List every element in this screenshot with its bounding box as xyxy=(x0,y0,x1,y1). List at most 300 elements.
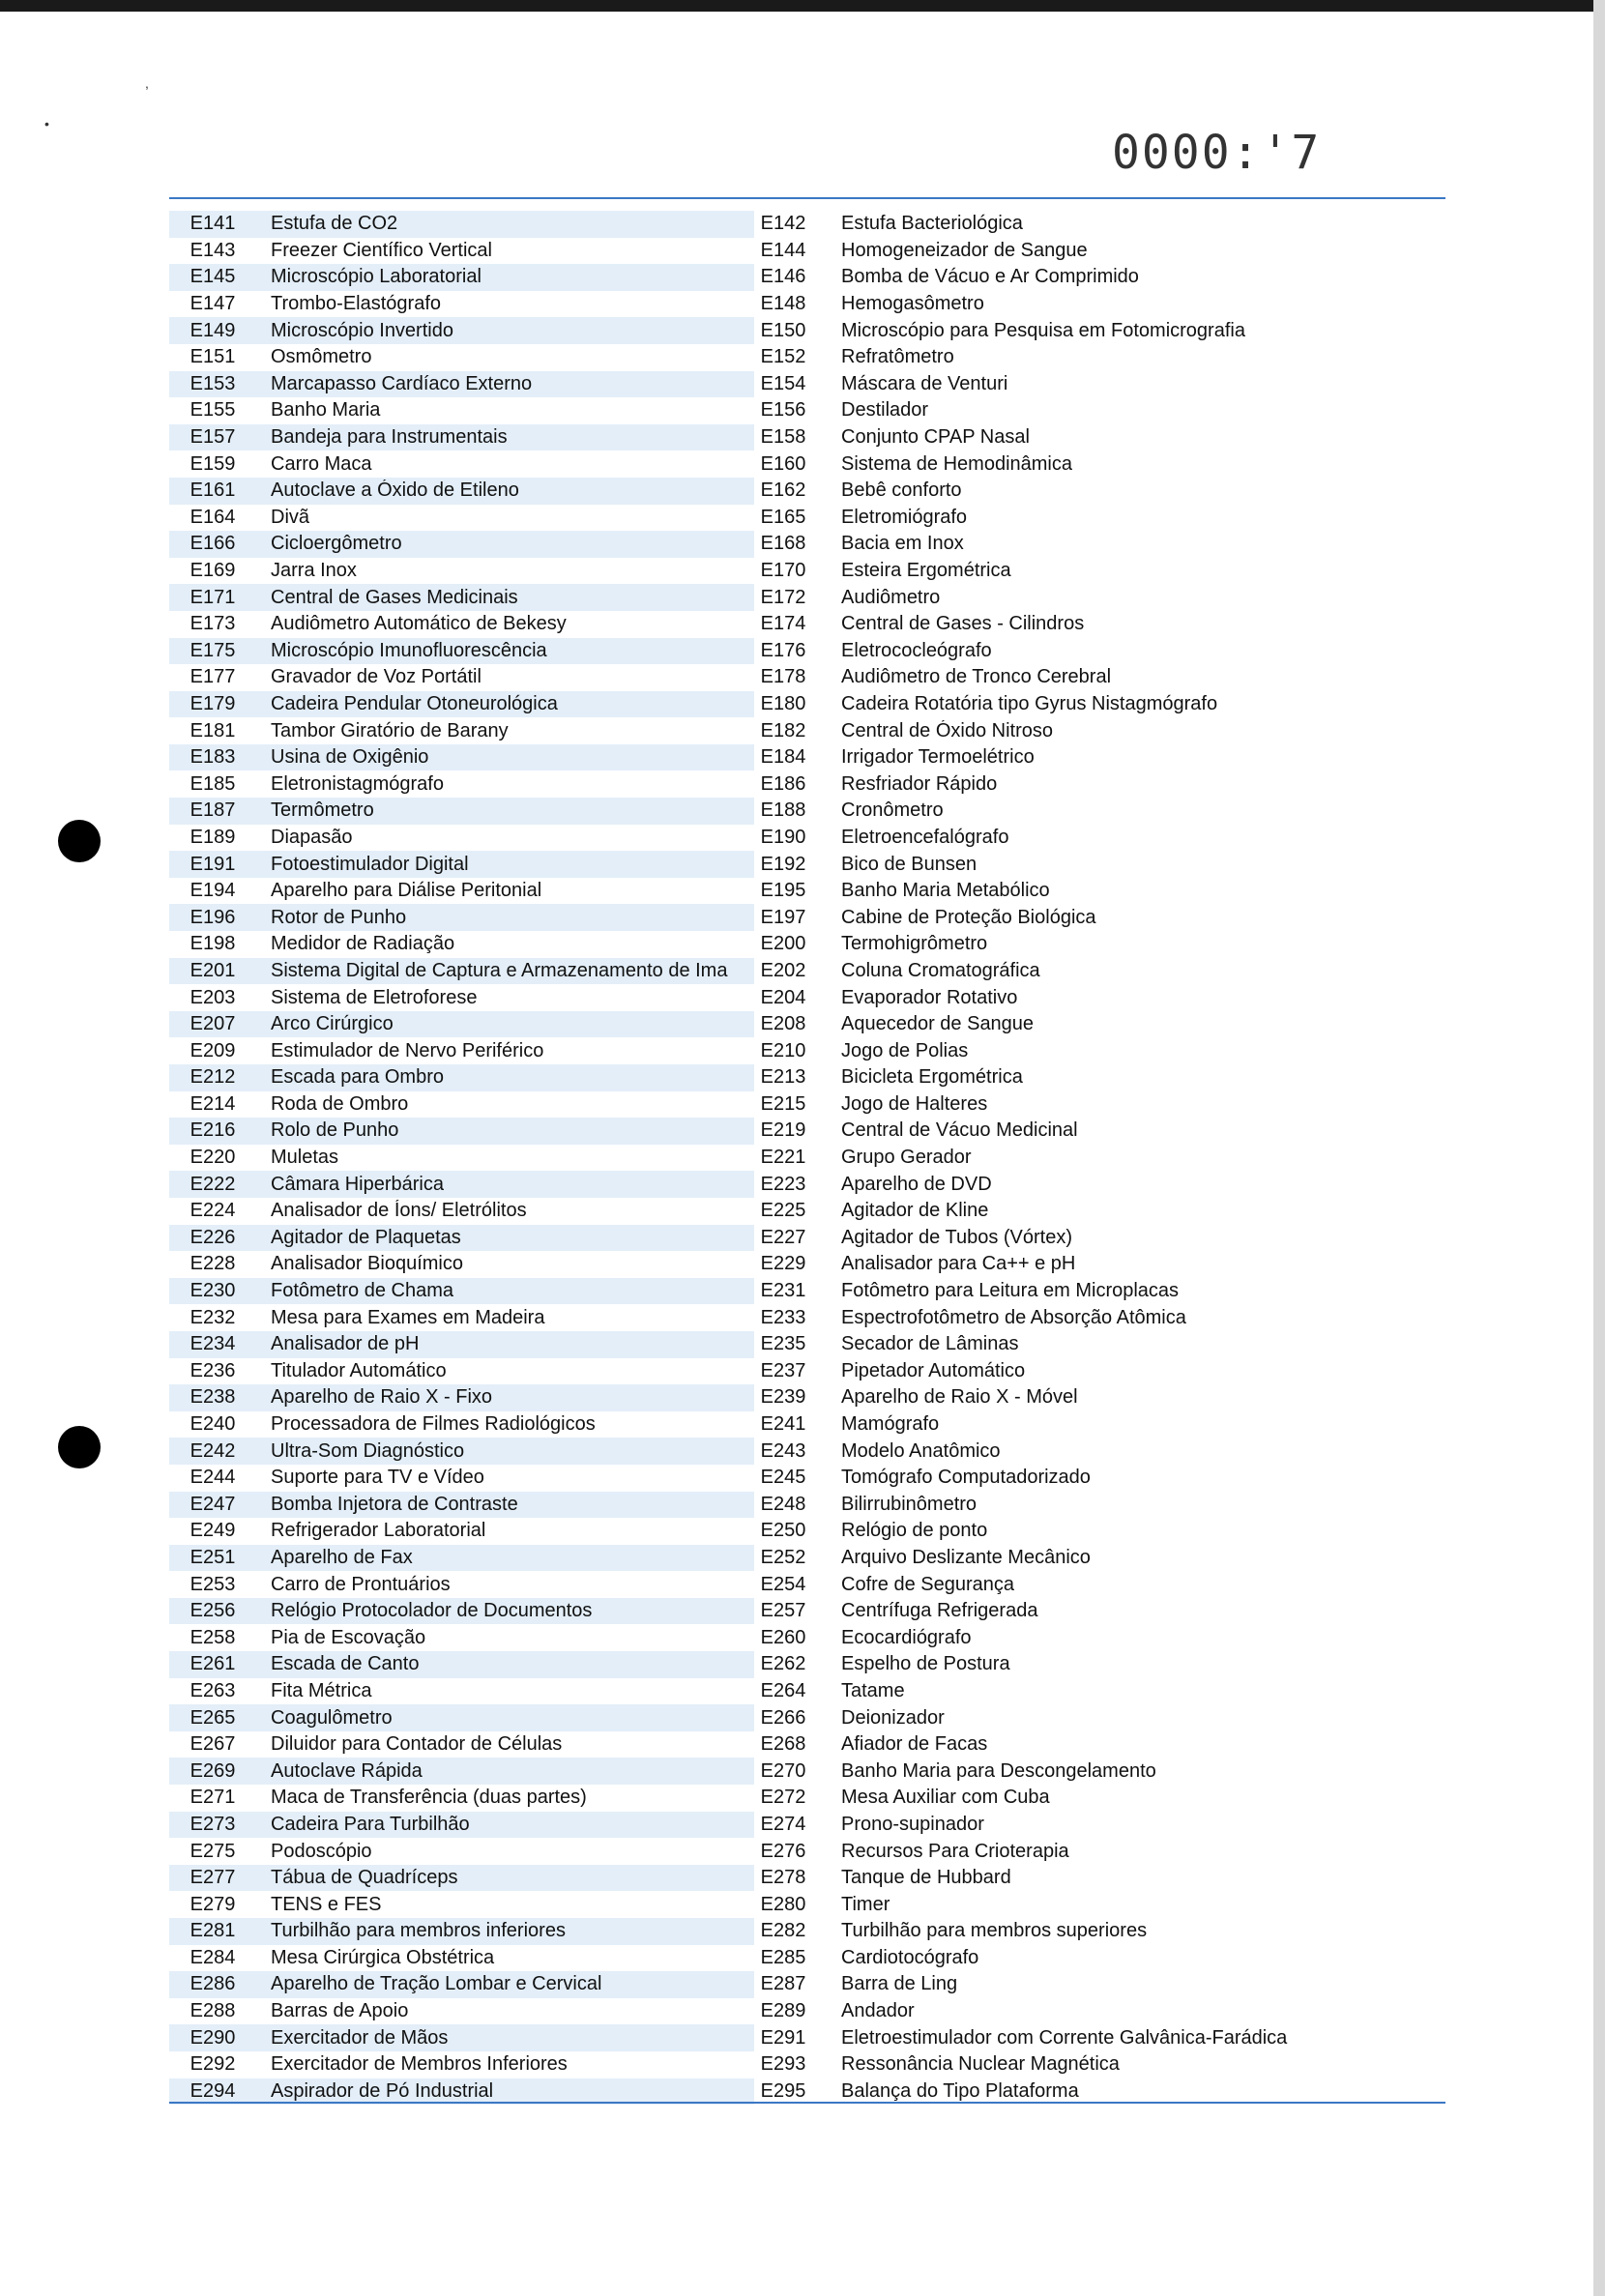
item-code: E207 xyxy=(190,1013,236,1035)
item-code: E234 xyxy=(190,1333,236,1355)
item-code: E191 xyxy=(190,853,236,875)
item-code: E261 xyxy=(190,1653,236,1675)
item-code: E274 xyxy=(760,1813,806,1835)
item-code: E250 xyxy=(760,1520,806,1542)
item-name: Aparelho de Raio X - Móvel xyxy=(841,1386,1078,1409)
item-name: Fotômetro para Leitura em Microplacas xyxy=(841,1280,1180,1302)
item-name: Microscópio Invertido xyxy=(271,319,453,341)
item-code: E247 xyxy=(190,1493,236,1515)
item-name: Analisador de pH xyxy=(271,1333,420,1355)
list-item xyxy=(169,717,754,744)
list-item xyxy=(754,450,1445,478)
item-name: Bico de Bunsen xyxy=(841,853,978,875)
item-name: Sistema de Eletroforese xyxy=(271,986,478,1008)
item-code: E161 xyxy=(190,480,236,502)
item-name: Exercitador de Mãos xyxy=(271,2026,449,2049)
item-name: Eletronistagmógrafo xyxy=(271,772,444,795)
item-code: E230 xyxy=(190,1280,236,1302)
item-name: TENS e FES xyxy=(271,1893,382,1915)
item-name: Evaporador Rotativo xyxy=(841,986,1018,1008)
item-name: Barras de Apoio xyxy=(271,2000,409,2022)
list-item xyxy=(754,1251,1445,1278)
item-code: E245 xyxy=(760,1467,806,1489)
list-item xyxy=(754,238,1445,265)
list-item xyxy=(754,505,1445,532)
list-item xyxy=(754,1918,1445,1945)
item-code: E172 xyxy=(760,586,806,608)
item-code: E164 xyxy=(190,506,236,528)
list-item xyxy=(754,1545,1445,1572)
item-code: E295 xyxy=(760,2079,806,2102)
item-name: Eletrococleógrafo xyxy=(841,639,992,661)
list-item xyxy=(169,1438,754,1465)
list-item xyxy=(169,1998,754,2025)
list-item xyxy=(169,851,754,878)
list-item xyxy=(169,317,754,344)
list-item xyxy=(169,1918,754,1945)
item-name: Deionizador xyxy=(841,1706,945,1729)
item-name: Cofre de Segurança xyxy=(841,1573,1015,1595)
item-name: Termômetro xyxy=(271,799,374,822)
item-code: E282 xyxy=(760,1920,806,1942)
item-code: E243 xyxy=(760,1439,806,1462)
item-code: E270 xyxy=(760,1759,806,1782)
list-item xyxy=(169,770,754,798)
item-name: Barra de Ling xyxy=(841,1973,958,1995)
list-item xyxy=(754,1438,1445,1465)
item-name: Gravador de Voz Portátil xyxy=(271,666,482,688)
list-item xyxy=(754,691,1445,718)
item-code: E263 xyxy=(190,1679,236,1701)
item-name: Microscópio para Pesquisa em Fotomicrografia xyxy=(841,319,1245,341)
item-code: E203 xyxy=(190,986,236,1008)
item-name: Cadeira Rotatória tipo Gyrus Nistagmógrafo xyxy=(841,692,1218,714)
punch-hole-top xyxy=(58,820,101,862)
item-code: E254 xyxy=(760,1573,806,1595)
item-code: E196 xyxy=(190,906,236,928)
list-item xyxy=(169,1704,754,1731)
item-name: Aparelho para Diálise Peritonial xyxy=(271,880,542,902)
item-name: Arquivo Deslizante Mecânico xyxy=(841,1546,1091,1568)
item-name: Bebê conforto xyxy=(841,480,962,502)
item-code: E286 xyxy=(190,1973,236,1995)
item-name: Modelo Anatômico xyxy=(841,1439,1001,1462)
item-name: Cardiotocógrafo xyxy=(841,1946,979,1968)
item-code: E142 xyxy=(760,213,806,235)
list-item xyxy=(754,397,1445,424)
list-item xyxy=(169,1678,754,1705)
item-code: E213 xyxy=(760,1066,806,1089)
item-name: Tambor Giratório de Barany xyxy=(271,719,509,741)
item-code: E209 xyxy=(190,1039,236,1061)
list-item xyxy=(754,1998,1445,2025)
list-item xyxy=(169,450,754,478)
item-code: E276 xyxy=(760,1840,806,1862)
item-name: Tomógrafo Computadorizado xyxy=(841,1467,1091,1489)
list-item xyxy=(169,798,754,825)
item-code: E233 xyxy=(760,1306,806,1328)
item-code: E177 xyxy=(190,666,236,688)
item-name: Maca de Transferência (duas partes) xyxy=(271,1787,587,1809)
item-code: E179 xyxy=(190,692,236,714)
list-item xyxy=(169,1492,754,1519)
item-name: Carro de Prontuários xyxy=(271,1573,451,1595)
list-item xyxy=(169,1384,754,1411)
item-code: E192 xyxy=(760,853,806,875)
list-item xyxy=(754,1118,1445,1145)
item-code: E171 xyxy=(190,586,236,608)
item-code: E153 xyxy=(190,372,236,394)
item-code: E260 xyxy=(760,1626,806,1648)
item-code: E215 xyxy=(760,1092,806,1115)
item-name: Banho Maria Metabólico xyxy=(841,880,1050,902)
item-code: E241 xyxy=(760,1413,806,1436)
item-code: E289 xyxy=(760,2000,806,2022)
item-name: Podoscópio xyxy=(271,1840,372,1862)
item-code: E231 xyxy=(760,1280,806,1302)
item-code: E293 xyxy=(760,2053,806,2076)
item-name: Pipetador Automático xyxy=(841,1359,1026,1381)
item-code: E264 xyxy=(760,1679,806,1701)
item-name: Estufa de CO2 xyxy=(271,213,398,235)
item-name: Mesa Cirúrgica Obstétrica xyxy=(271,1946,495,1968)
item-code: E214 xyxy=(190,1092,236,1115)
item-code: E165 xyxy=(760,506,806,528)
item-name: Bomba de Vácuo e Ar Comprimido xyxy=(841,266,1139,288)
list-item xyxy=(754,1838,1445,1865)
item-name: Suporte para TV e Vídeo xyxy=(271,1467,484,1489)
item-code: E200 xyxy=(760,933,806,955)
list-item xyxy=(169,478,754,505)
item-name: Trombo-Elastógrafo xyxy=(271,293,441,315)
item-name: Coagulômetro xyxy=(271,1706,393,1729)
item-name: Eletroencefalógrafo xyxy=(841,826,1009,848)
list-item xyxy=(169,1037,754,1064)
list-item xyxy=(754,1945,1445,1972)
item-code: E195 xyxy=(760,880,806,902)
list-item xyxy=(169,931,754,958)
item-name: Andador xyxy=(841,2000,915,2022)
item-code: E180 xyxy=(760,692,806,714)
item-name: Cadeira Pendular Otoneurológica xyxy=(271,692,558,714)
item-code: E159 xyxy=(190,452,236,475)
list-item xyxy=(169,984,754,1011)
item-code: E144 xyxy=(760,239,806,261)
list-item xyxy=(754,211,1445,238)
item-code: E204 xyxy=(760,986,806,1008)
list-item xyxy=(754,770,1445,798)
list-item xyxy=(169,558,754,585)
list-item xyxy=(754,584,1445,611)
list-item xyxy=(754,1091,1445,1119)
item-name: Turbilhão para membros inferiores xyxy=(271,1920,566,1942)
item-name: Fotoestimulador Digital xyxy=(271,853,469,875)
item-code: E162 xyxy=(760,480,806,502)
list-item xyxy=(754,851,1445,878)
item-name: Fotômetro de Chama xyxy=(271,1280,453,1302)
item-name: Esteira Ergométrica xyxy=(841,560,1011,582)
item-code: E223 xyxy=(760,1173,806,1195)
item-name: Centrífuga Refrigerada xyxy=(841,1600,1038,1622)
equipment-list-right xyxy=(754,211,1445,2105)
item-name: Cadeira Para Turbilhão xyxy=(271,1813,470,1835)
list-item xyxy=(169,691,754,718)
item-name: Resfriador Rápido xyxy=(841,772,998,795)
item-name: Tábua de Quadríceps xyxy=(271,1867,458,1889)
item-code: E224 xyxy=(190,1200,236,1222)
item-name: Conjunto CPAP Nasal xyxy=(841,426,1030,449)
list-item xyxy=(754,1198,1445,1225)
scan-top-edge xyxy=(0,0,1605,12)
list-item xyxy=(754,984,1445,1011)
list-item xyxy=(169,958,754,985)
item-name: Relógio Protocolador de Documentos xyxy=(271,1600,593,1622)
item-code: E244 xyxy=(190,1467,236,1489)
item-code: E155 xyxy=(190,399,236,421)
item-code: E271 xyxy=(190,1787,236,1809)
item-name: Titulador Automático xyxy=(271,1359,447,1381)
item-code: E145 xyxy=(190,266,236,288)
item-name: Agitador de Tubos (Vórtex) xyxy=(841,1226,1073,1248)
item-code: E194 xyxy=(190,880,236,902)
item-name: Microscópio Laboratorial xyxy=(271,266,482,288)
item-name: Audiômetro xyxy=(841,586,941,608)
list-item xyxy=(169,825,754,852)
item-code: E232 xyxy=(190,1306,236,1328)
list-item xyxy=(754,264,1445,291)
item-code: E202 xyxy=(760,959,806,981)
list-item xyxy=(754,1331,1445,1358)
list-item xyxy=(169,1812,754,1839)
list-item xyxy=(169,1865,754,1892)
item-code: E198 xyxy=(190,933,236,955)
punch-hole-bottom xyxy=(58,1426,101,1468)
item-name: Máscara de Venturi xyxy=(841,372,1008,394)
item-code: E147 xyxy=(190,293,236,315)
item-name: Refratômetro xyxy=(841,346,954,368)
list-item xyxy=(754,1304,1445,1331)
scan-speck: , xyxy=(145,75,149,91)
item-code: E235 xyxy=(760,1333,806,1355)
item-code: E256 xyxy=(190,1600,236,1622)
list-item xyxy=(169,611,754,638)
item-code: E248 xyxy=(760,1493,806,1515)
item-name: Estimulador de Nervo Periférico xyxy=(271,1039,544,1061)
item-code: E156 xyxy=(760,399,806,421)
item-code: E149 xyxy=(190,319,236,341)
table-bottom-rule xyxy=(169,2102,1445,2104)
item-name: Prono-supinador xyxy=(841,1813,984,1835)
list-item xyxy=(169,1971,754,1998)
item-code: E170 xyxy=(760,560,806,582)
list-item xyxy=(169,505,754,532)
item-code: E265 xyxy=(190,1706,236,1729)
item-name: Escada para Ombro xyxy=(271,1066,444,1089)
item-code: E221 xyxy=(760,1147,806,1169)
list-item xyxy=(754,717,1445,744)
item-name: Secador de Lâminas xyxy=(841,1333,1019,1355)
item-code: E181 xyxy=(190,719,236,741)
item-code: E249 xyxy=(190,1520,236,1542)
item-code: E281 xyxy=(190,1920,236,1942)
list-item xyxy=(169,1758,754,1785)
item-code: E143 xyxy=(190,239,236,261)
item-code: E280 xyxy=(760,1893,806,1915)
item-code: E240 xyxy=(190,1413,236,1436)
item-name: Afiador de Facas xyxy=(841,1733,988,1756)
list-item xyxy=(169,1598,754,1625)
item-name: Aparelho de DVD xyxy=(841,1173,992,1195)
scan-right-edge xyxy=(1593,0,1605,2296)
item-code: E154 xyxy=(760,372,806,394)
item-name: Estufa Bacteriológica xyxy=(841,213,1023,235)
item-code: E208 xyxy=(760,1013,806,1035)
item-code: E201 xyxy=(190,959,236,981)
item-name: Rolo de Punho xyxy=(271,1119,399,1142)
item-name: Grupo Gerador xyxy=(841,1147,972,1169)
item-name: Arco Cirúrgico xyxy=(271,1013,394,1035)
item-name: Central de Gases Medicinais xyxy=(271,586,518,608)
list-item xyxy=(169,531,754,558)
item-name: Analisador de Íons/ Eletrólitos xyxy=(271,1200,527,1222)
item-code: E182 xyxy=(760,719,806,741)
item-name: Aspirador de Pó Industrial xyxy=(271,2079,494,2102)
list-item xyxy=(169,878,754,905)
item-code: E146 xyxy=(760,266,806,288)
item-code: E227 xyxy=(760,1226,806,1248)
list-item xyxy=(169,1891,754,1918)
list-item xyxy=(169,264,754,291)
list-item xyxy=(169,1145,754,1172)
list-item xyxy=(754,1758,1445,1785)
item-code: E269 xyxy=(190,1759,236,1782)
list-item xyxy=(754,825,1445,852)
list-item xyxy=(754,958,1445,985)
list-item xyxy=(169,1945,754,1972)
list-item xyxy=(754,371,1445,398)
item-code: E212 xyxy=(190,1066,236,1089)
item-code: E292 xyxy=(190,2053,236,2076)
item-name: Ressonância Nuclear Magnética xyxy=(841,2053,1120,2076)
list-item xyxy=(754,1971,1445,1998)
item-name: Aquecedor de Sangue xyxy=(841,1013,1035,1035)
item-code: E277 xyxy=(190,1867,236,1889)
list-item xyxy=(754,1571,1445,1598)
item-name: Marcapasso Cardíaco Externo xyxy=(271,372,533,394)
list-item xyxy=(754,611,1445,638)
item-name: Destilador xyxy=(841,399,929,421)
item-code: E188 xyxy=(760,799,806,822)
item-name: Microscópio Imunofluorescência xyxy=(271,639,547,661)
list-item xyxy=(754,531,1445,558)
item-name: Agitador de Plaquetas xyxy=(271,1226,461,1248)
list-item xyxy=(754,317,1445,344)
list-item xyxy=(169,1118,754,1145)
list-item xyxy=(169,638,754,665)
item-code: E174 xyxy=(760,613,806,635)
list-item xyxy=(754,1225,1445,1252)
item-name: Tanque de Hubbard xyxy=(841,1867,1011,1889)
item-code: E169 xyxy=(190,560,236,582)
list-item xyxy=(754,1384,1445,1411)
item-name: Bomba Injetora de Contraste xyxy=(271,1493,518,1515)
list-item xyxy=(169,1624,754,1651)
item-name: Sistema Digital de Captura e Armazenamento de Ima xyxy=(271,959,728,981)
item-code: E239 xyxy=(760,1386,806,1409)
item-code: E151 xyxy=(190,346,236,368)
item-code: E226 xyxy=(190,1226,236,1248)
item-code: E268 xyxy=(760,1733,806,1756)
item-name: Jogo de Halteres xyxy=(841,1092,988,1115)
item-name: Medidor de Radiação xyxy=(271,933,455,955)
list-item xyxy=(169,904,754,931)
item-code: E266 xyxy=(760,1706,806,1729)
list-item xyxy=(754,344,1445,371)
item-code: E294 xyxy=(190,2079,236,2102)
list-item xyxy=(754,1731,1445,1758)
item-code: E160 xyxy=(760,452,806,475)
item-name: Mamógrafo xyxy=(841,1413,940,1436)
list-item xyxy=(754,478,1445,505)
item-name: Irrigador Termoelétrico xyxy=(841,746,1035,769)
item-name: Cabine de Proteção Biológica xyxy=(841,906,1096,928)
item-name: Analisador Bioquímico xyxy=(271,1253,463,1275)
item-name: Aparelho de Raio X - Fixo xyxy=(271,1386,493,1409)
item-code: E220 xyxy=(190,1147,236,1169)
item-name: Homogeneizador de Sangue xyxy=(841,239,1088,261)
item-name: Aparelho de Fax xyxy=(271,1546,413,1568)
list-item xyxy=(754,2024,1445,2051)
item-name: Coluna Cromatográfica xyxy=(841,959,1040,981)
item-code: E148 xyxy=(760,293,806,315)
table-top-rule xyxy=(169,197,1445,199)
item-code: E287 xyxy=(760,1973,806,1995)
item-code: E222 xyxy=(190,1173,236,1195)
item-code: E258 xyxy=(190,1626,236,1648)
item-code: E176 xyxy=(760,639,806,661)
list-item xyxy=(754,1651,1445,1678)
item-name: Espelho de Postura xyxy=(841,1653,1010,1675)
item-code: E262 xyxy=(760,1653,806,1675)
item-name: Bacia em Inox xyxy=(841,533,964,555)
list-item xyxy=(169,1331,754,1358)
list-item xyxy=(754,291,1445,318)
item-code: E285 xyxy=(760,1946,806,1968)
item-name: Mesa para Exames em Madeira xyxy=(271,1306,545,1328)
item-code: E229 xyxy=(760,1253,806,1275)
item-name: Cicloergômetro xyxy=(271,533,402,555)
item-code: E291 xyxy=(760,2026,806,2049)
list-item xyxy=(169,1251,754,1278)
list-item xyxy=(754,1891,1445,1918)
list-item xyxy=(754,1358,1445,1385)
list-item xyxy=(169,1304,754,1331)
list-item xyxy=(754,1037,1445,1064)
item-code: E225 xyxy=(760,1200,806,1222)
item-code: E187 xyxy=(190,799,236,822)
item-code: E275 xyxy=(190,1840,236,1862)
list-item xyxy=(754,1812,1445,1839)
list-item xyxy=(169,1785,754,1812)
list-item xyxy=(754,798,1445,825)
item-name: Escada de Canto xyxy=(271,1653,420,1675)
item-name: Roda de Ombro xyxy=(271,1092,409,1115)
item-name: Eletroestimulador com Corrente Galvânica-Farádica xyxy=(841,2026,1288,2049)
item-name: Aparelho de Tração Lombar e Cervical xyxy=(271,1973,602,1995)
list-item xyxy=(754,744,1445,771)
item-name: Turbilhão para membros superiores xyxy=(841,1920,1148,1942)
list-item xyxy=(754,1785,1445,1812)
